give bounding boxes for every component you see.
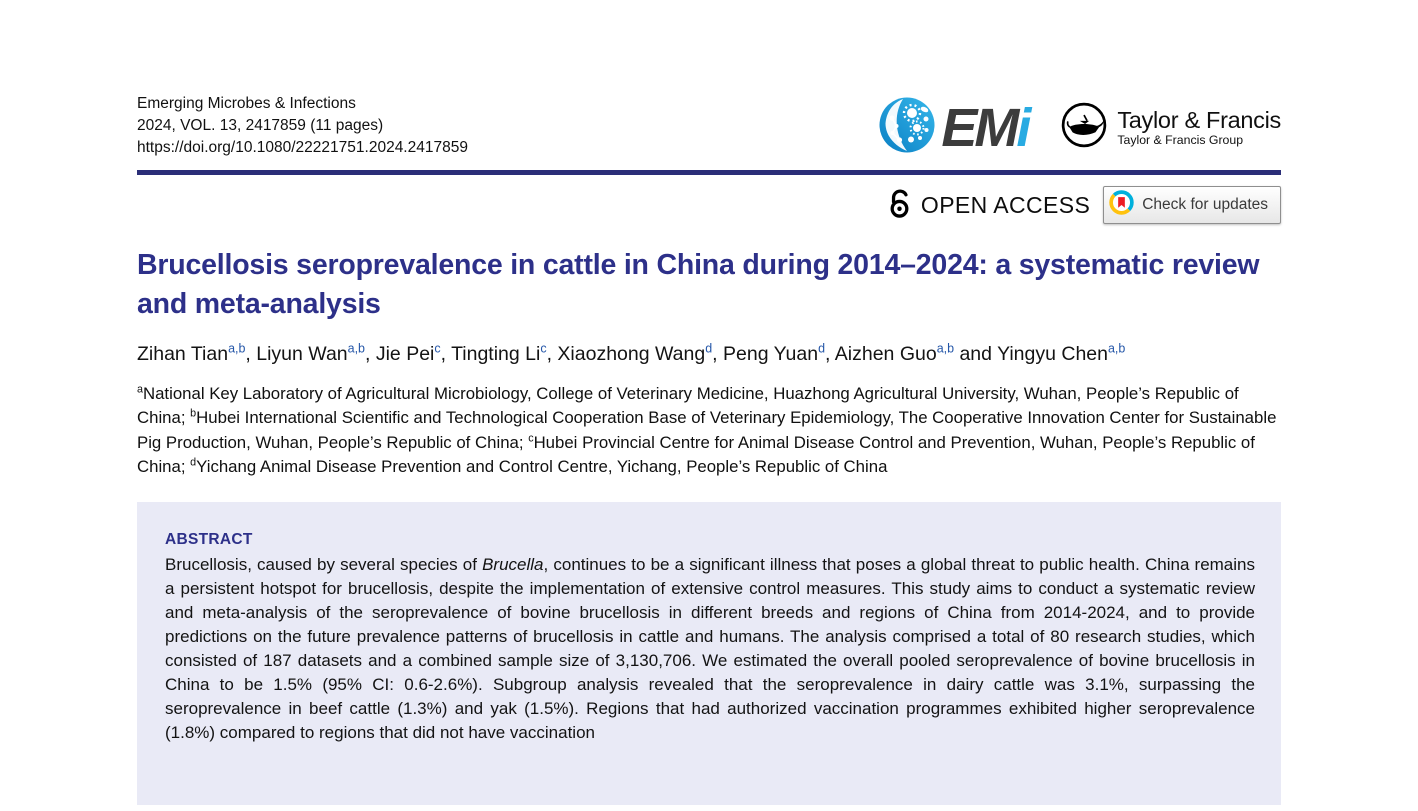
author: Aizhen Guo$^{a,b}$ and: [834, 341, 998, 365]
affiliation: $^b$Hubei International Scientific and Technological Cooperation Base of Veterinary Epidemiology, The Cooperative Innovation Center for Sustainable Pig Production, Wuhan, People’s Republic of China;: [137, 407, 1277, 452]
emi-microbe-icon: [878, 96, 936, 159]
affiliation: $^a$National Key Laboratory of Agricultural Microbiology, College of Veterinary Medicine, Huazhong Agricultural University, Wuhan, People’s Republic of China;: [137, 383, 1239, 428]
author: Tingting Li$^c$,: [451, 341, 558, 365]
access-row: [137, 189, 1281, 221]
journal-name: Emerging Microbes & Infections: [137, 95, 356, 112]
author: Jie Pei$^c$,: [375, 341, 452, 365]
tf-wordmark: [1117, 108, 1281, 148]
check-for-updates-label: Check for updates: [1142, 196, 1268, 213]
header-divider: [137, 170, 1281, 175]
journal-header: [137, 93, 1281, 159]
author: Xiaozhong Wang$^d$,: [557, 341, 723, 365]
author-list: [137, 340, 1281, 369]
tf-name: Taylor & Francis: [1117, 106, 1281, 133]
check-for-updates-button[interactable]: [1103, 186, 1281, 224]
affiliation: $^c$Hubei Provincial Centre for Animal Disease Control and Prevention, Wuhan, People’s Republic of China;: [137, 432, 1255, 476]
emi-wordmark: EMi: [941, 97, 1029, 158]
journal-volume-line: 2024, VOL. 13, 2417859 (11 pages): [137, 116, 384, 134]
author: Yingyu Chen$^{a,b}$: [997, 341, 1126, 365]
publisher-logos: [878, 96, 1281, 159]
open-access-label: OPEN ACCESS: [920, 191, 1091, 218]
abstract-heading: ABSTRACT: [165, 531, 253, 549]
open-access: [887, 187, 1090, 224]
doi-link[interactable]: https://doi.org/10.1080/22221751.2024.2417859: [137, 138, 468, 156]
author: Peng Yuan$^d$,: [723, 341, 835, 365]
taylor-francis-logo: [1060, 101, 1281, 154]
abstract-section: [137, 502, 1281, 805]
affiliations: [137, 382, 1281, 479]
article-page: [137, 0, 1281, 805]
article-title: Brucellosis seroprevalence in cattle in China during 2014–2024: a systematic review and meta-analysis: [137, 249, 1260, 320]
tf-group: Taylor & Francis Group: [1117, 133, 1244, 148]
tf-lamp-icon: [1060, 101, 1108, 154]
open-access-lock-icon: [887, 187, 912, 224]
author: Zihan Tian$^{a,b}$,: [137, 341, 257, 365]
affiliation: $^d$Yichang Animal Disease Prevention and Control Centre, Yichang, People’s Republic of China: [190, 456, 888, 476]
emi-logo: [878, 96, 1034, 159]
abstract-text: Brucellosis, caused by several species of Brucella, continues to be a significant illness that poses a global threat to public health. China remains a persistent hotspot for brucellosis, despite the implementation of extensive control measures. This study aims to conduct a systematic review and meta-analysis of the seroprevalence of bovine brucellosis in different breeds and regions of China from 2014-2024, and to provide predictions on the future prevalence patterns of brucellosis in cattle and humans. The analysis comprised a total of 80 research studies, which consisted of 187 datasets and a combined sample size of 3,130,706. We estimated the overall pooled seroprevalence of bovine brucellosis in China to be 1.5% (95% CI: 0.6-2.6%). Subgroup analysis revealed that the seroprevalence in dairy cattle was 3.1%, surpassing the seroprevalence in beef cattle (1.3%) and yak (1.5%). Regions that had authorized vaccination programmes exhibited higher seroprevalence (1.8%) compared to regions that did not have vaccination: [165, 555, 1255, 743]
crossmark-icon: [1109, 190, 1134, 220]
species-italic: Brucella: [482, 555, 544, 575]
journal-info: [137, 93, 468, 158]
author: Liyun Wan$^{a,b}$,: [256, 341, 376, 365]
